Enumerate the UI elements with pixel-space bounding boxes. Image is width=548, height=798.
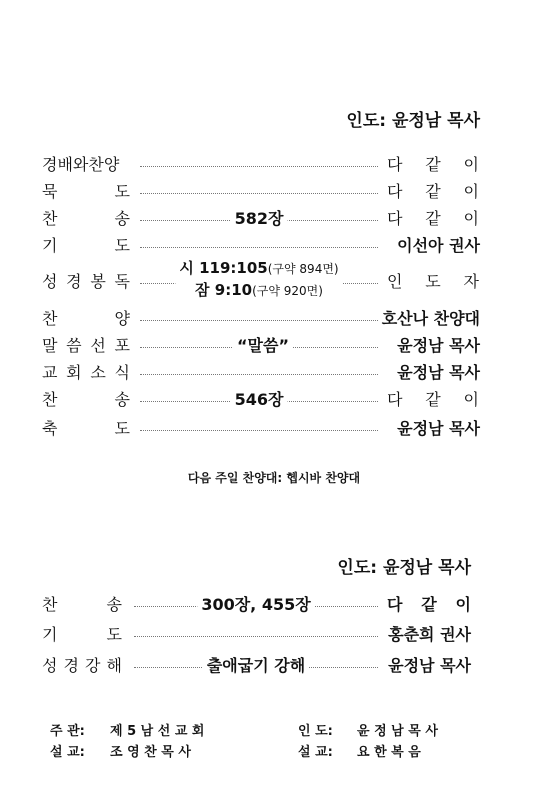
- sermon-value: 조 영 찬 목 사: [110, 745, 191, 760]
- dotted-leader: [140, 193, 378, 194]
- row-label: 말 씀 선 포: [42, 336, 130, 355]
- row-right: 다 같 이: [387, 155, 479, 174]
- scripture-page-2: (구약 920면): [252, 284, 323, 298]
- leader-value: 윤 정 남 목 사: [357, 724, 438, 739]
- scripture-ref-2: 잠 9:10: [195, 281, 253, 299]
- row-label: 찬 송: [42, 595, 122, 614]
- row-label: 찬 송: [42, 209, 130, 228]
- row-label: 성 경 강 해: [42, 656, 122, 675]
- row-right: 다 같 이: [387, 390, 479, 409]
- benediction-by: 윤정남 목사: [397, 419, 480, 438]
- bible-study-leader: 윤정남 목사: [388, 656, 471, 675]
- host-label: 주 관:: [50, 724, 85, 739]
- row-label: 경배와찬양: [42, 155, 120, 174]
- host-value: 제 5 남 선 교 회: [110, 724, 205, 739]
- row-label: 성 경 봉 독: [42, 272, 130, 291]
- row-right: 다 같 이: [387, 595, 471, 614]
- announcements-by: 윤정남 목사: [397, 363, 480, 382]
- section1-leader: 인도: 윤정남 목사: [346, 111, 480, 131]
- row-right: 다 같 이: [387, 182, 479, 201]
- row-label: 기 도: [42, 236, 130, 255]
- row-right: 다 같 이: [387, 209, 479, 228]
- sermon-label: 설 교:: [50, 745, 85, 760]
- dotted-leader: [140, 247, 378, 248]
- hymn-number: 546장: [231, 387, 288, 410]
- dotted-leader: [140, 320, 378, 321]
- scripture-reading: [175, 258, 342, 302]
- scripture-ref-1: 시 119:105: [179, 259, 268, 277]
- row-label: 축 도: [42, 419, 130, 438]
- choir-name: 호산나 찬양대: [381, 309, 480, 328]
- sermon-title: “말씀”: [233, 333, 293, 356]
- row-label: 찬 송: [42, 390, 130, 409]
- hymn-numbers: 300장, 455장: [197, 592, 314, 615]
- prayer-leader: 홍춘희 권사: [388, 625, 471, 644]
- dotted-leader: [140, 374, 378, 375]
- row-label: 기 도: [42, 625, 122, 644]
- row-right: 인 도 자: [387, 272, 479, 291]
- preacher: 윤정남 목사: [397, 336, 480, 355]
- leader-label: 인 도:: [298, 724, 333, 739]
- dotted-leader: [140, 166, 378, 167]
- hymn-number: 582장: [231, 206, 288, 229]
- row-label: 묵 도: [42, 182, 130, 201]
- section2-leader: 인도: 윤정남 목사: [337, 558, 471, 578]
- sermon-value-2: 요 한 복 음: [357, 745, 421, 760]
- bible-study-title: 출애굽기 강해: [203, 653, 309, 676]
- row-label: 교 회 소 식: [42, 363, 130, 382]
- sermon-label-2: 설 교:: [298, 745, 333, 760]
- dotted-leader: [140, 430, 378, 431]
- dotted-leader: [134, 636, 378, 637]
- next-week-choir: 다음 주일 찬양대: 헵시바 찬양대: [187, 471, 361, 485]
- row-label: 찬 양: [42, 309, 130, 328]
- prayer-leader: 이선아 권사: [397, 236, 480, 255]
- scripture-page-1: (구약 894면): [267, 262, 339, 276]
